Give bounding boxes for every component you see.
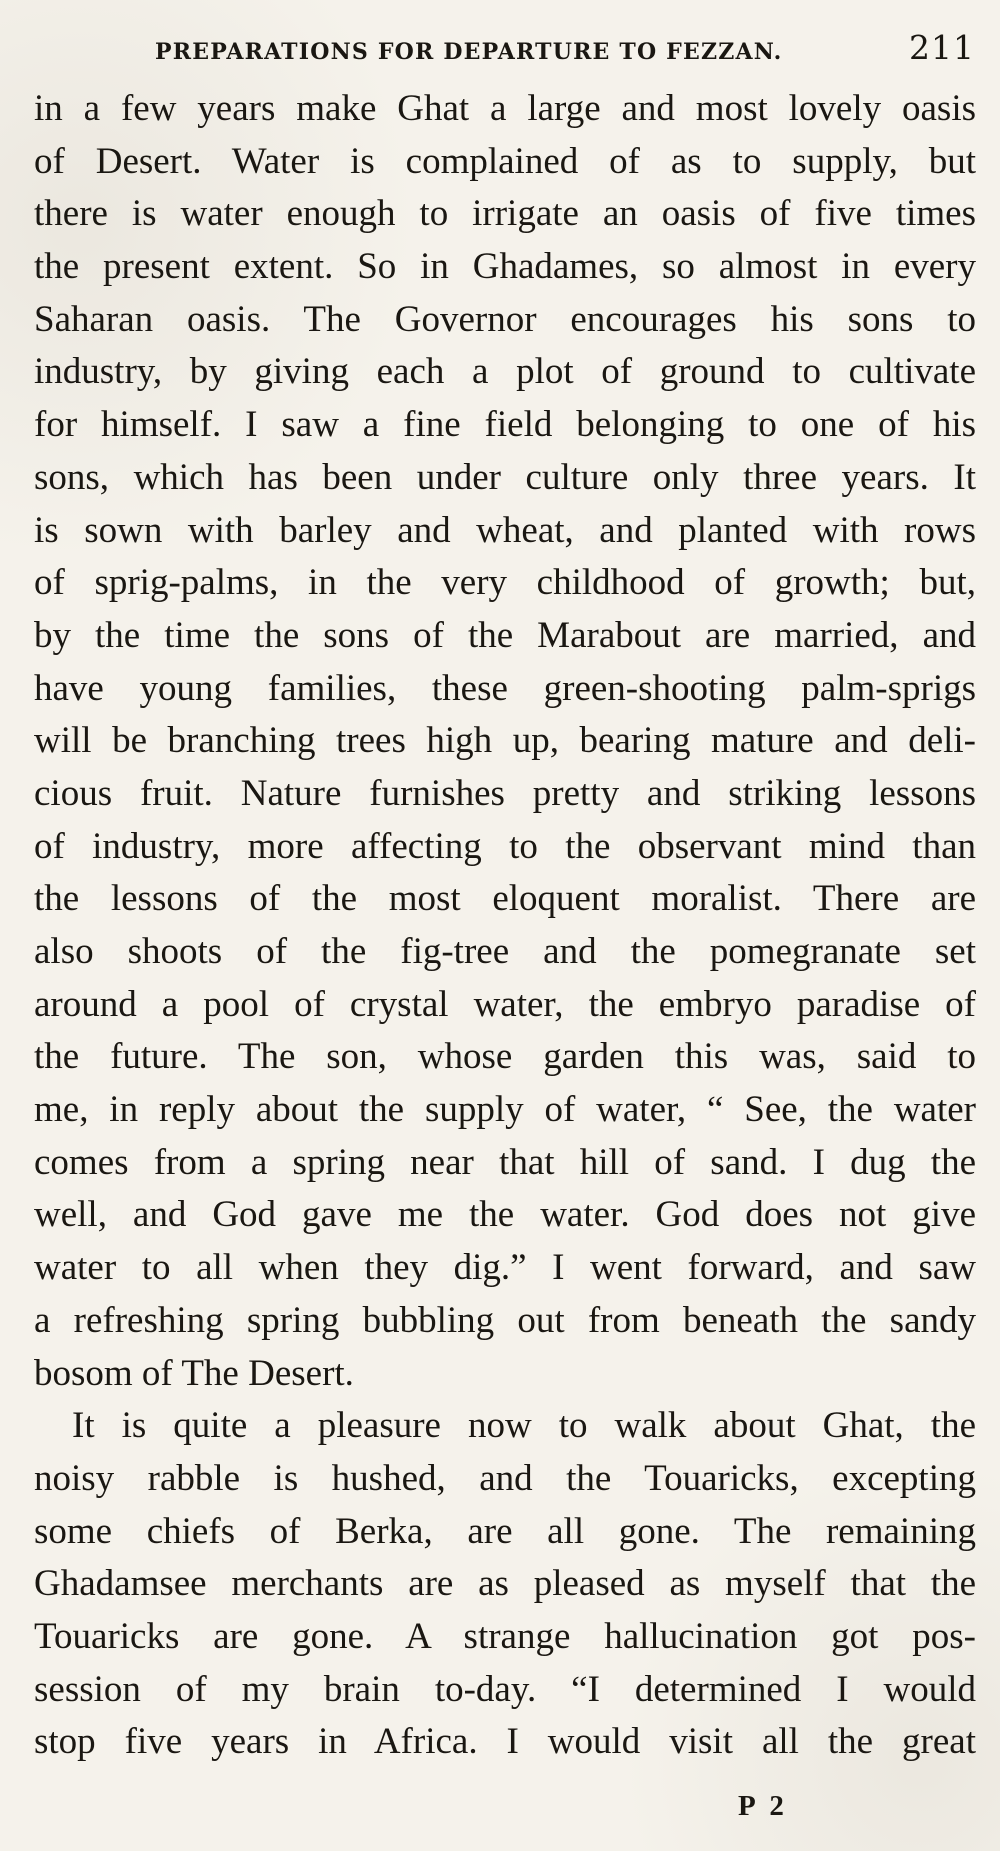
text-line: the lessons of the most eloquent moralist. There are (34, 878, 976, 920)
running-head (155, 28, 975, 72)
text-line: Saharan oasis. The Governor encourages his sons to (34, 298, 976, 340)
text-line: Ghadamsee merchants are as pleased as myself that the (34, 1563, 976, 1605)
text-line: a refreshing spring bubbling out from beneath the sandy (34, 1299, 976, 1341)
signature-mark: P 2 (738, 1790, 788, 1822)
paragraph-2 (34, 1400, 976, 1769)
text-line: the future. The son, whose garden this was, said to (34, 1036, 976, 1078)
text-line: bosom of The Desert. (34, 1352, 354, 1394)
text-line: water to all when they dig.” I went forward, and saw (34, 1247, 976, 1289)
text-line: comes from a spring near that hill of sand. I dug the (34, 1141, 976, 1183)
text-line: noisy rabble is hushed, and the Touaricks, excepting (34, 1457, 976, 1499)
text-line: will be branching trees high up, bearing mature and deli- (34, 720, 976, 762)
text-line: of sprig-palms, in the very childhood of growth; but, (34, 562, 976, 604)
page-number: 211 (909, 28, 975, 67)
text-line: stop five years in Africa. I would visit all the great (34, 1721, 976, 1763)
text-line: session of my brain to-day. “I determined I would (34, 1668, 976, 1710)
text-line: sons, which has been under culture only three years. It (34, 456, 976, 498)
body-text (34, 83, 976, 1769)
text-line: cious fruit. Nature furnishes pretty and striking lessons (34, 772, 976, 814)
text-line: industry, by giving each a plot of ground to cultivate (34, 351, 976, 393)
text-line: is sown with barley and wheat, and planted with rows (34, 509, 976, 551)
running-title: PREPARATIONS FOR DEPARTURE TO FEZZAN. (155, 39, 783, 65)
text-line: me, in reply about the supply of water, “ See, the water (34, 1089, 976, 1131)
text-line: It is quite a pleasure now to walk about Ghat, the (72, 1405, 976, 1447)
text-line: of industry, more affecting to the observant mind than (34, 825, 976, 867)
text-line: some chiefs of Berka, are all gone. The remaining (34, 1510, 976, 1552)
text-line: in a few years make Ghat a large and most lovely oasis (34, 88, 976, 129)
text-line: have young families, these green-shooting palm-sprigs (34, 667, 976, 709)
text-line: Touaricks are gone. A strange hallucination got pos- (34, 1615, 976, 1657)
text-line: for himself. I saw a fine field belonging to one of his (34, 404, 976, 446)
text-line: there is water enough to irrigate an oasis of five times (34, 193, 976, 235)
text-line: by the time the sons of the Marabout are married, and (34, 614, 976, 656)
text-line: of Desert. Water is complained of as to supply, but (34, 140, 976, 182)
paragraph-1 (34, 83, 976, 1400)
text-line: around a pool of crystal water, the embryo paradise of (34, 983, 976, 1025)
text-line: also shoots of the fig-tree and the pomegranate set (34, 931, 976, 972)
text-line: well, and God gave me the water. God does not give (34, 1194, 976, 1236)
text-line: the present extent. So in Ghadames, so almost in every (34, 246, 976, 288)
